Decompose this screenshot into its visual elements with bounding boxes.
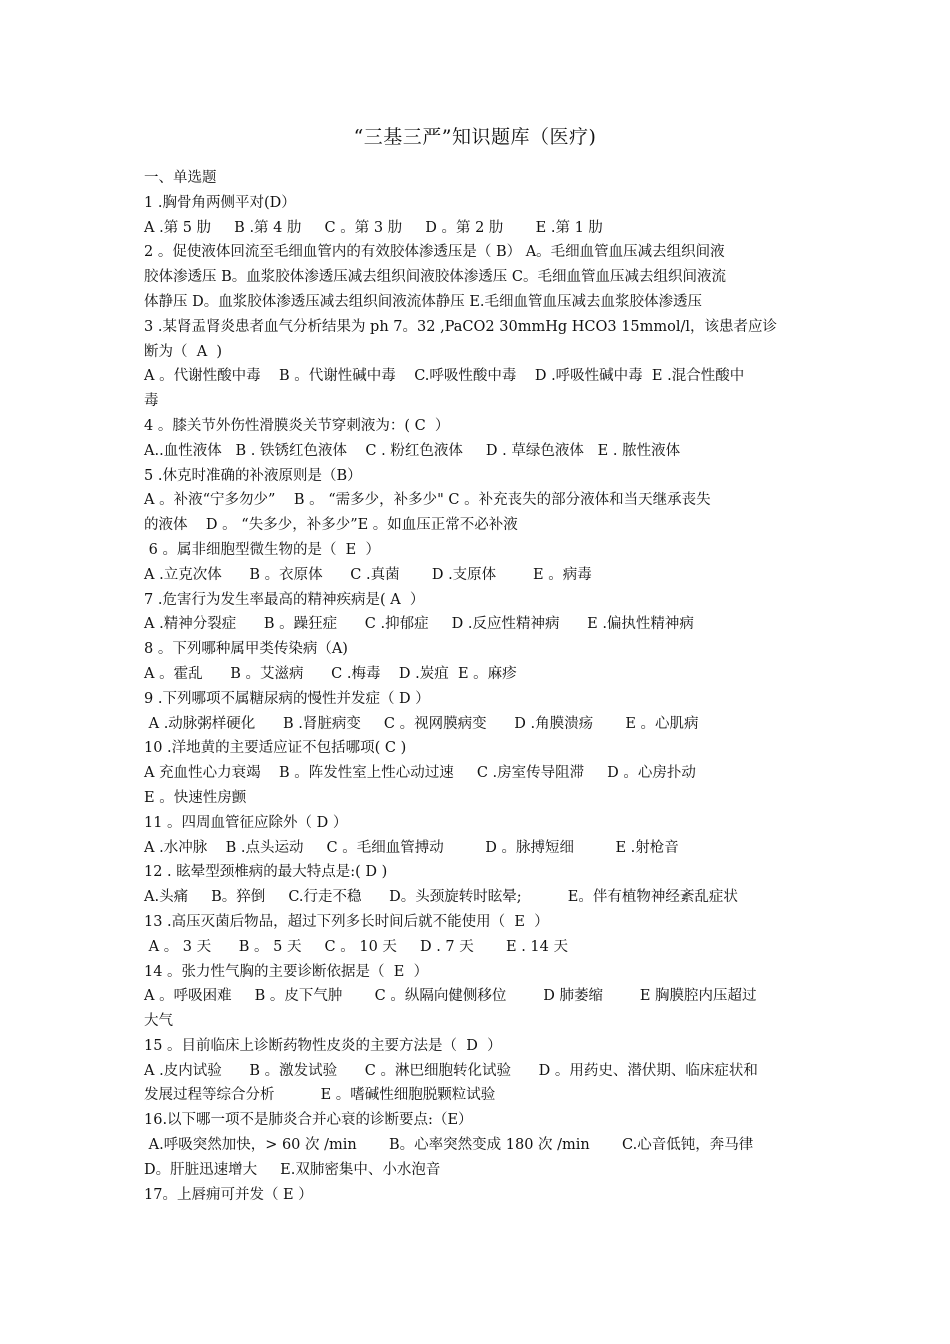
text-line: 9 .下列哪项不属糖尿病的慢性并发症（ D ） bbox=[144, 690, 430, 707]
text-line: 2 。促使液体回流至毛细血管内的有效胶体渗透压是（ B） A。毛细血管血压减去组织间液 bbox=[144, 244, 725, 261]
text-line: A .皮内试验 B 。激发试验 C 。淋巴细胞转化试验 D 。用药史、潜伏期、临床症状和 bbox=[144, 1062, 758, 1079]
text-line: A 。补液“宁多勿少” B 。 “需多少，补多少" C 。补充丧失的部分液体和当天继承丧失 bbox=[144, 492, 711, 509]
text-line: A .动脉粥样硬化 B .肾脏病变 C 。视网膜病变 D .角膜溃疡 E 。心肌病 bbox=[144, 715, 699, 732]
text-line: 16.以下哪一项不是肺炎合并心衰的诊断要点:（E） bbox=[144, 1112, 473, 1129]
text-line: 3 .某肾盂肾炎患者血气分析结果为 ph 7。32 ,PaCO2 30mmHg HCO3 15mmol/l，该患者应诊 bbox=[144, 318, 778, 335]
text-line: A 。代谢性酸中毒 B 。代谢性碱中毒 C.呼吸性酸中毒 D .呼吸性碱中毒 E .混合性酸中 bbox=[144, 368, 745, 385]
text-line: A.呼吸突然加快，> 60 次 /min B。心率突然变成 180 次 /min C.心音低钝，奔马律 bbox=[144, 1137, 754, 1154]
text-line: D。肝脏迅速增大 E.双肺密集中、小水泡音 bbox=[144, 1161, 441, 1178]
text-line: 17。上唇痈可并发（ E ） bbox=[144, 1186, 313, 1203]
text-line: A 。霍乱 B 。艾滋病 C .梅毒 D .炭疽 E 。麻疹 bbox=[144, 665, 517, 682]
text-line: 体静压 D。血浆胶体渗透压减去组织间液流体静压 E.毛细血管血压减去血浆胶体渗透压 bbox=[144, 293, 703, 310]
text-line: 发展过程等综合分析 E 。嗜碱性细胞脱颗粒试验 bbox=[144, 1087, 496, 1104]
text-line: 4 。膝关节外伤性滑膜炎关节穿刺液为：( C ） bbox=[144, 417, 450, 434]
text-line: A.头痛 B。猝倒 C.行走不稳 D。头颈旋转时眩晕; E。伴有植物神经紊乱症状 bbox=[144, 889, 738, 906]
question-list bbox=[144, 166, 810, 1207]
text-line: A .精神分裂症 B 。躁狂症 C .抑郁症 D .反应性精神病 E .偏执性精神病 bbox=[144, 616, 694, 633]
text-line: A 充血性心力衰竭 B 。阵发性室上性心动过速 C .房室传导阻滞 D 。心房扑动 bbox=[144, 765, 696, 782]
text-line: 毒 bbox=[144, 393, 159, 410]
text-line: E 。快速性房颤 bbox=[144, 789, 247, 806]
text-line: 的液体 D 。 “失多少，补多少”E 。如血压正常不必补液 bbox=[144, 517, 518, 534]
text-line: A 。 3 天 B 。 5 天 C 。 10 天 D . 7 天 E . 14 天 bbox=[144, 938, 568, 955]
text-line: 15 。目前临床上诊断药物性皮炎的主要方法是（ D ） bbox=[144, 1037, 502, 1054]
text-line: 胶体渗透压 B。血浆胶体渗透压减去组织间液胶体渗透压 C。毛细血管血压减去组织间液流 bbox=[144, 269, 726, 286]
text-line: A .水冲脉 B .点头运动 C 。毛细血管搏动 D 。脉搏短细 E .射枪音 bbox=[144, 839, 679, 856]
text-line: A 。呼吸困难 B 。皮下气肿 C 。纵隔向健侧移位 D 肺萎缩 E 胸膜腔内压超过 bbox=[144, 988, 757, 1005]
text-line: 14 。张力性气胸的主要诊断依据是（ E ） bbox=[144, 963, 429, 980]
text-line: 10 .洋地黄的主要适应证不包括哪项( C ) bbox=[144, 740, 407, 757]
text-line: 6 。属非细胞型微生物的是（ E ） bbox=[144, 541, 380, 558]
text-line: A..血性液体 B . 铁锈红色液体 C . 粉红色液体 D . 草绿色液体 E . 脓性液体 bbox=[144, 442, 681, 459]
text-line: 12 . 眩晕型颈椎病的最大特点是:( D ) bbox=[144, 864, 388, 881]
text-line: 8 。下列哪种属甲类传染病（A) bbox=[144, 641, 348, 658]
text-line: 11 。四周血管征应除外（ D ） bbox=[144, 814, 348, 831]
text-line: 13 .高压灭菌后物品，超过下列多长时间后就不能使用（ E ） bbox=[144, 913, 549, 930]
text-line: 5 .休克时准确的补液原则是（B） bbox=[144, 467, 362, 484]
section-heading: 一、单选题 bbox=[144, 170, 217, 186]
text-line: A .第 5 肋 B .第 4 肋 C 。第 3 肋 D 。第 2 肋 E .第 1 肋 bbox=[144, 219, 603, 236]
text-line: 大气 bbox=[144, 1013, 173, 1030]
text-line: 1 .胸骨角两侧平对(D） bbox=[144, 194, 296, 211]
text-line: A .立克次体 B 。衣原体 C .真菌 D .支原体 E 。病毒 bbox=[144, 566, 592, 583]
text-line: 7 .危害行为发生率最高的精神疾病是( A ） bbox=[144, 591, 425, 608]
document-title: “三基三严”知识题库（医疗) bbox=[353, 126, 597, 148]
text-line: 断为（ A ) bbox=[144, 343, 223, 360]
